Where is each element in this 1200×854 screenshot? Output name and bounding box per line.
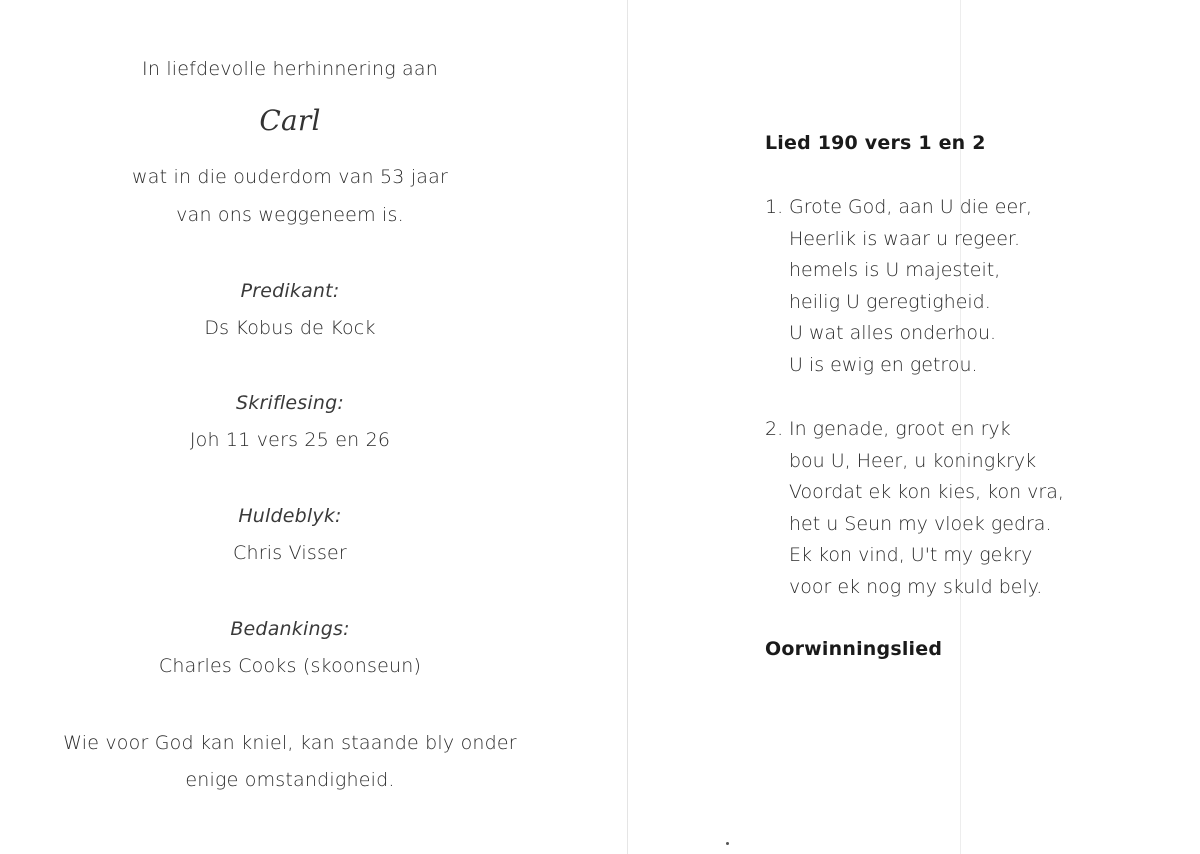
minister-label: Predikant:	[240, 280, 340, 302]
right-page	[630, 0, 1200, 854]
verse-line: Voordat ek kon kies, kon vra,	[789, 481, 1064, 503]
verse-line	[765, 192, 1032, 224]
deceased-name: Carl	[259, 104, 321, 137]
left-page	[0, 0, 580, 854]
verse-2	[765, 414, 1064, 603]
closing-title: Oorwinningslied	[765, 638, 943, 660]
thanks-name: Charles Cooks (skoonseun)	[158, 655, 422, 677]
minister-name: Ds Kobus de Kock	[204, 317, 376, 339]
tribute-name: Chris Visser	[233, 542, 347, 564]
verse-line: bou U, Heer, u koningkryk	[789, 449, 1037, 472]
verse-line: het u Seun my vloek gedra.	[789, 512, 1052, 535]
verse-line: hemels is U majesteit,	[789, 259, 1001, 281]
reading-text: Joh 11 vers 25 en 26	[189, 429, 391, 451]
verse-line: Ek kon vind, U't my gekry	[789, 544, 1033, 566]
verse-line	[765, 414, 1064, 446]
intro-text: In liefdevolle herhinnering aan	[142, 58, 438, 80]
verse-line: heilig U geregtigheid.	[789, 290, 991, 313]
verse-line: U is ewig en getrou.	[789, 353, 978, 376]
verse-line: Heerlik is waar u regeer.	[789, 227, 1021, 250]
verse-text: In genade, groot en ryk	[789, 418, 1011, 440]
tribute-label: Huldeblyk:	[238, 505, 342, 527]
page-fold	[627, 0, 628, 854]
verse-1	[765, 192, 1032, 381]
verse-line: U wat alles onderhou.	[789, 322, 997, 344]
verse-number: 2.	[765, 418, 784, 440]
verse-text: Grote God, aan U die eer,	[789, 196, 1033, 218]
thanks-label: Bedankings:	[230, 618, 350, 640]
hymn-title: Lied 190 vers 1 en 2	[765, 132, 986, 154]
quote-line-2: enige omstandigheid.	[185, 769, 395, 791]
age-line-2: van ons weggeneem is.	[176, 204, 404, 226]
reading-label: Skriflesing:	[236, 392, 344, 414]
quote-line-1: Wie voor God kan kniel, kan staande bly onder	[63, 732, 517, 754]
verse-number: 1.	[765, 196, 784, 218]
age-line-1: wat in die ouderdom van 53 jaar	[132, 166, 448, 188]
verse-line: voor ek nog my skuld bely.	[789, 575, 1043, 598]
